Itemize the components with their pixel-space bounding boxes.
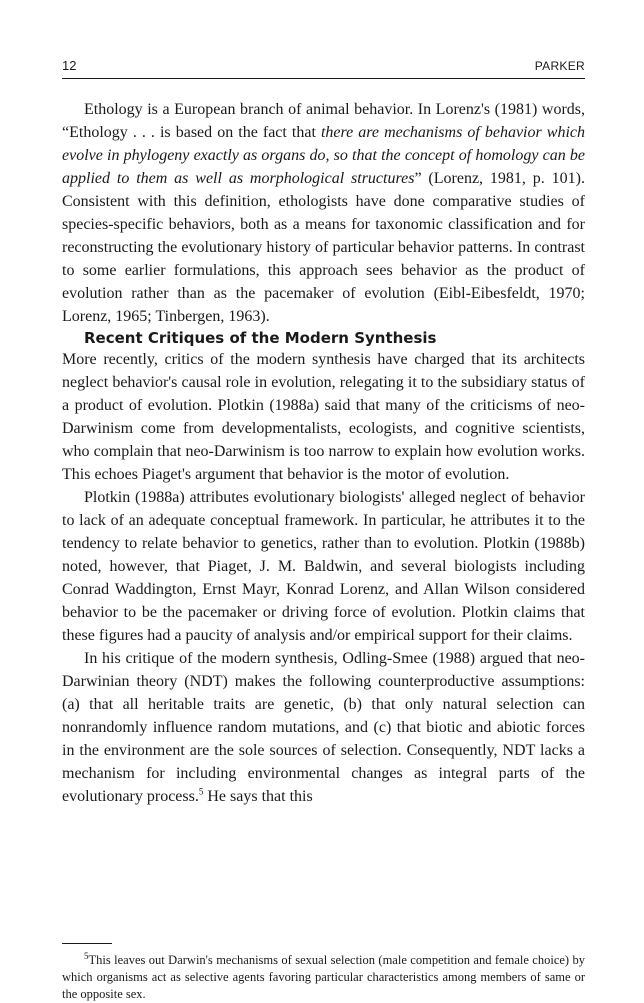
- header-rule: [62, 78, 585, 79]
- paragraph-ethology-lead: Ethology is a European branch of animal behavior. In Lorenz's (1981) words, “Ethology . . . is based on the fact that: [62, 101, 585, 141]
- paragraph-odling-smee-text: In his critique of the modern synthesis, Odling-Smee (1988) argued that neo-Darwinian theory (NDT) makes the following counterproductive assumptions: (a) that all heritable traits are genetic, (b) that only natural selection can nonrandomly influence random mutations, and (c) that biotic and abiotic forces in the environment are the sole sources of selection. Consequently, NDT lacks a mechanism for including environmental changes as integral parts of the evolutionary process.: [62, 650, 585, 805]
- footnote-text: [62, 952, 585, 1003]
- paragraph-odling-smee-tail: He says that this: [203, 788, 313, 805]
- body-text: [62, 98, 585, 808]
- lorenz-quote-italic: there are mechanisms of behavior which evolve in phylogeny exactly as organs do, so that the concept of homology can be applied to them as well as morphological structures: [62, 124, 586, 187]
- page-number: 12: [62, 58, 77, 73]
- footnote-marker: 5: [84, 950, 89, 961]
- paragraph-recent-critics: More recently, critics of the modern synthesis have charged that its architects neglect behavior's causal role in evolution, relegating it to the subsidiary status of a product of evolution. Plotkin (1988a) said that many of the criticisms of neo-Darwinism come from developmentalists, ecologists, and cognitive scientists, who complain that neo-Darwinism is too narrow to explain how evolution works. This echoes Piaget's argument that behavior is the motor of evolution.: [62, 351, 585, 483]
- section-heading: Recent Critiques of the Modern Synthesis: [84, 329, 437, 347]
- footnote-rule: [62, 943, 112, 944]
- paragraph-ethology-rest: ” (Lorenz, 1981, p. 101). Consistent with this definition, ethologists have done comparative studies of species-specific behaviors, both as a means for taxonomic classification and for reconstructing the evolutionary history of particular behavior patterns. In contrast to some earlier formulations, this approach sees behavior as the product of evolution rather than as the pacemaker of evolution (Eibl-Eibesfeldt, 1970; Lorenz, 1965; Tinbergen, 1963).: [62, 170, 586, 325]
- footnote-reference[interactable]: 5: [198, 786, 204, 797]
- running-head: PARKER: [534, 59, 585, 73]
- paragraph-odling-smee: [62, 647, 585, 808]
- footnote-body: This leaves out Darwin's mechanisms of sexual selection (male competition and female choice) by which organisms act as selective agents favoring particular characteristics among members of same or the opposite sex.: [62, 953, 585, 1001]
- footnote: [62, 952, 585, 1003]
- paragraph-plotkin: Plotkin (1988a) attributes evolutionary biologists' alleged neglect of behavior to lack of an adequate conceptual framework. In particular, he attributes it to the tendency to relate behavior to genetics, rather than to evolution. Plotkin (1988b) noted, however, that Piaget, J. M. Baldwin, and several biologists including Conrad Waddington, Ernst Mayr, Konrad Lorenz, and Allan Wilson considered behavior to be the pacemaker or driving force of evolution. Plotkin claims that these figures had a paucity of analysis and/or empirical support for their claims.: [62, 489, 585, 644]
- page-header: [62, 58, 585, 78]
- paragraph-ethology: [62, 98, 585, 328]
